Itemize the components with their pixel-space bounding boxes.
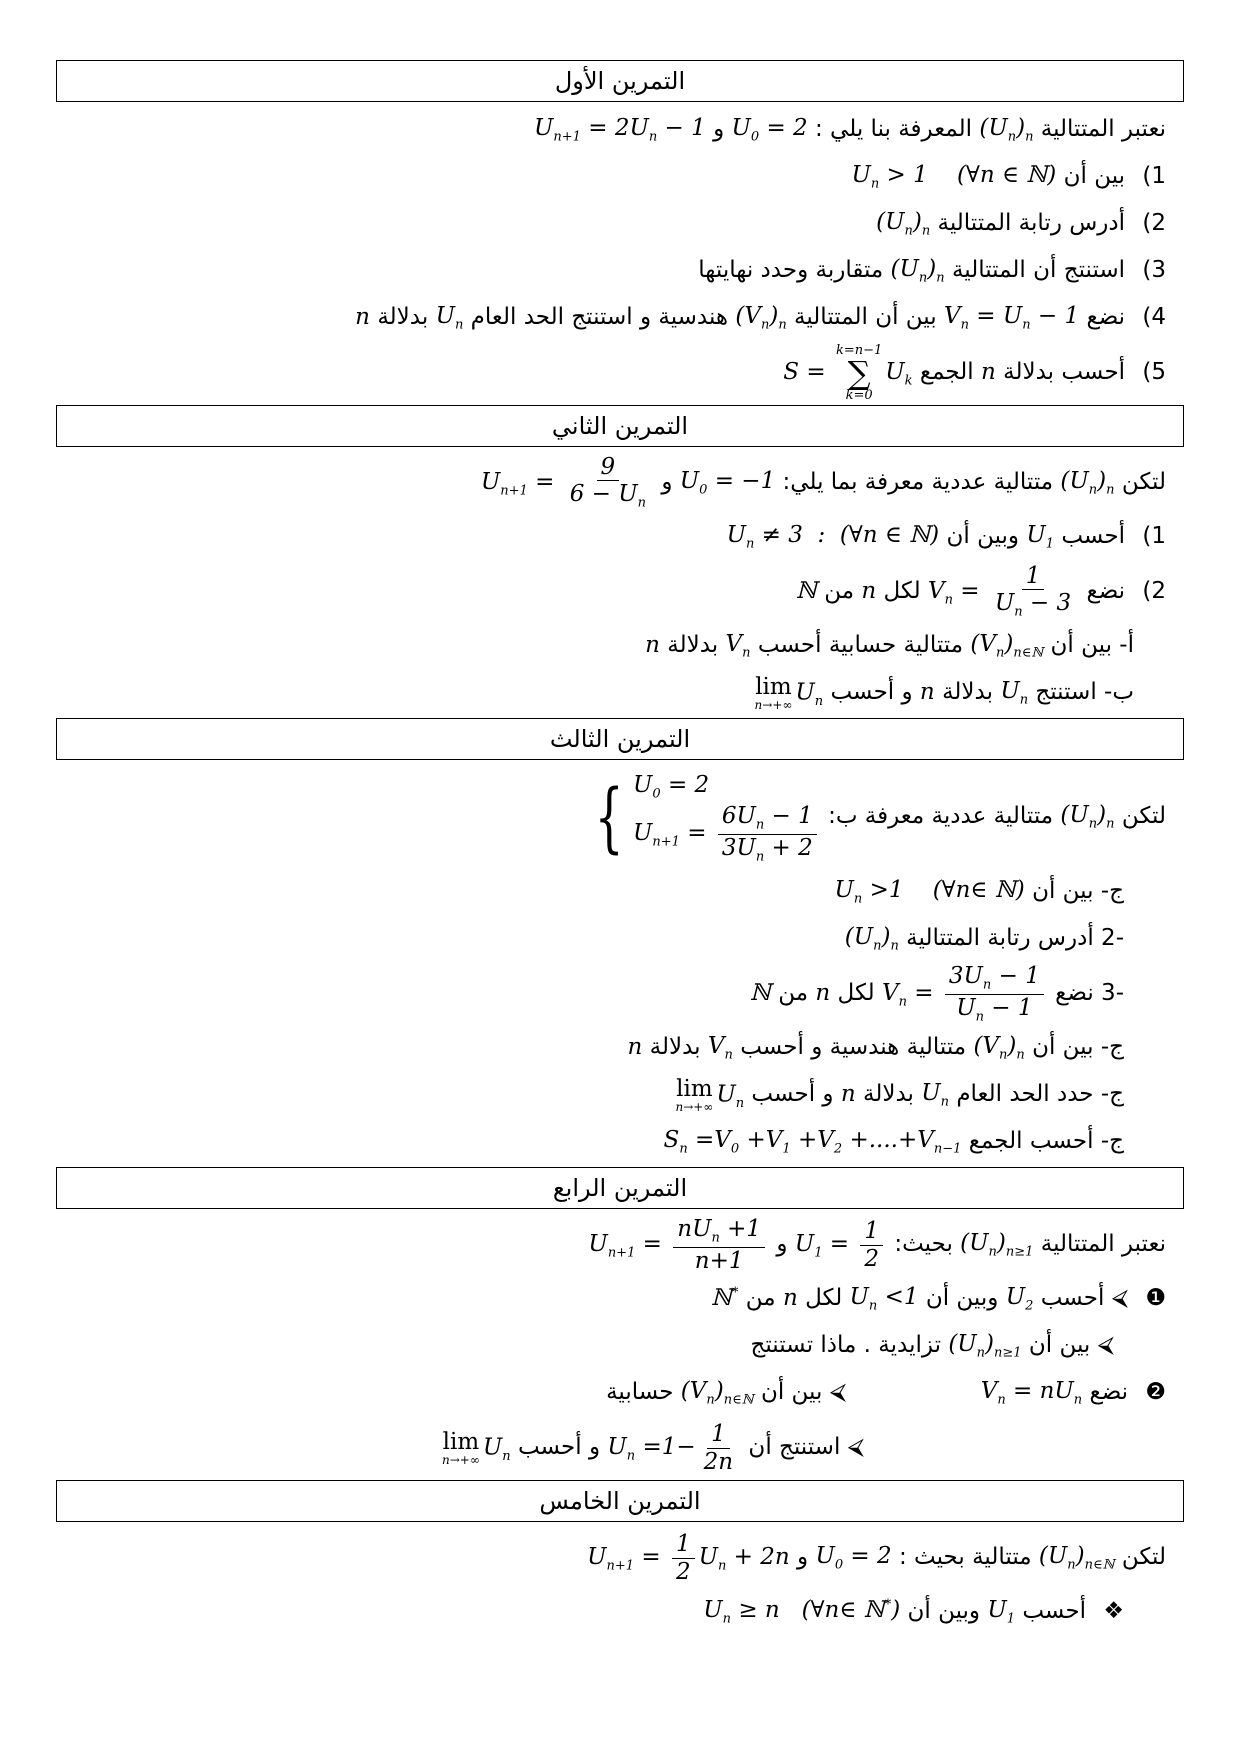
number-2-icon: ❷ [1145,1379,1166,1405]
ex5-q1: ❖ أحسب $U_1$ وبين أن $U_n \ge n$ (∀n∈ ℕ*) [703,1596,1124,1627]
exercise-5-title: التمرين الخامس [56,1480,1184,1522]
ex4-q2: ⮘ بين أن $(U_n)_{n\ge 1}$ تزايدية . ماذا تستنتج [750,1330,1114,1361]
ex2-intro: لتكن $(U_n)_n$ متتالية عددية معرفة بما يلي: $U_0 = -1$ و $U_{n+1}$ = $\frac{9}{6 - U_n}$ [480,454,1166,512]
ex2-q1: 1) أحسب $U_1$ وبين أن $U_n \ne 3$ : (∀n ∈ ℕ) [726,521,1166,552]
exercise-3-title: التمرين الثالث [56,718,1184,760]
ex3-q1: ج- بين أن $U_n >1$ (∀n∈ ℕ) [834,876,1124,907]
ex1-q4: 4) نضع $V_n = U_n - 1$ بين أن المتتالية $(V_n)_n$ هندسية و استنتج الحد العام $U_n$ بدلالة n [355,302,1166,333]
arrow-icon: ⮘ [847,1434,864,1460]
exercise-1-title: التمرين الأول [56,60,1184,102]
ex4-q1: ❶ ⮘ أحسب $U_2$ وبين أن $U_n <1$ لكل n من ℕ* [710,1283,1166,1314]
ex4-q4: ⮘ استنتج أن $U_n =1-$ $\frac{1}{2n}$ و أحسب lim n→+∞ $U_n$ [442,1421,864,1475]
ex5-intro: لتكن $(U_n)_{n\in ℕ}$ متتالية بحيث : $U_0 = 2$ و $U_{n+1}$ = $\frac{1}{2}$ $U_n + 2n$ [587,1531,1166,1585]
ex4-q3: ❷ نضع $V_n = nU_n$ ⮘ بين أن $(V_n)_{n\in ℕ}$ حسابية [606,1377,1166,1408]
ex3-q3: -3 نضع $V_n$ = $\frac{3U_n - 1}{U_n - 1}$ لكل n من ℕ [749,962,1124,1025]
arrow-icon: ⮘ [1097,1332,1114,1358]
number-1-icon: ❶ [1145,1285,1166,1311]
ex2-qa: أ- بين أن $(V_n)_{n\in ℕ}$ متتالية حسابية أحسب $V_n$ بدلالة n [645,630,1134,661]
exercise-4-title: التمرين الرابع [56,1167,1184,1209]
seq-un: $(U_n)_n$ [979,114,1034,145]
ex3-q2: -2 أدرس رتابة المتتالية $(U_n)_n$ [844,923,1124,954]
ex3-q4: ج- بين أن $(V_n)_n$ متتالية هندسية و أحسب $V_n$ بدلالة n [627,1032,1124,1063]
sum-formula: S = k=n−1 ∑ k=0 $U_k$ [783,343,913,403]
worksheet [56,58,1184,1635]
ex3-q6: ج- أحسب الجمع $S_n =V_0 +V_1 +V_2 +....+V_{n-1}$ [663,1126,1124,1157]
ex1-intro: نعتبر المتتالية $(U_n)_n$ المعرفة بنا يلي : $U_0 = 2$ و $U_{n+1} = 2U_n - 1$ [533,114,1166,145]
arrow-icon: ⮘ [1111,1285,1129,1311]
ex4-intro: نعتبر المتتالية $(U_n)_{n\ge 1}$ بحيث: $U_1$ = $\frac{1}{2}$ و $U_{n+1}$ = $\frac{nU_n +1}{n+1}$ [588,1216,1166,1274]
diamond-bullet-icon: ❖ [1103,1598,1124,1624]
exercise-2-title: التمرين الثاني [56,405,1184,447]
ex1-q1: 1) بين أن $U_n > 1$ (∀n ∈ ℕ) [851,161,1166,192]
ex1-q5: 5) أحسب بدلالة n الجمع S = k=n−1 ∑ k=0 $U_k$ [783,343,1166,403]
ex1-q2: 2) أدرس رتابة المتتالية $(U_n)_n$ [876,208,1166,239]
ex3-q5: ج- حدد الحد العام $U_n$ بدلالة n و أحسب lim n→+∞ $U_n$ [675,1075,1124,1114]
system-definition: { $U_0 = 2$ $U_{n+1}$ = $\frac{6U_n - 1}{3U_n + 2}$ [585,769,821,866]
ex2-q2: 2) نضع $V_n$ = $\frac{1}{U_n - 3}$ لكل n من ℕ [795,563,1166,621]
ex3-intro: لتكن $(U_n)_n$ متتالية عددية معرفة ب: { $U_0 = 2$ $U_{n+1}$ = $\frac{6U_n - 1}{3U_n + 2}$ [56,764,1184,868]
ex2-qb: ب- استنتج $U_n$ بدلالة n و أحسب lim n→+∞ $U_n$ [754,673,1134,712]
ex1-q3: 3) استنتج أن المتتالية $(U_n)_n$ متقاربة وحدد نهايتها [698,255,1166,286]
arrow-icon: ⮘ [829,1379,847,1405]
